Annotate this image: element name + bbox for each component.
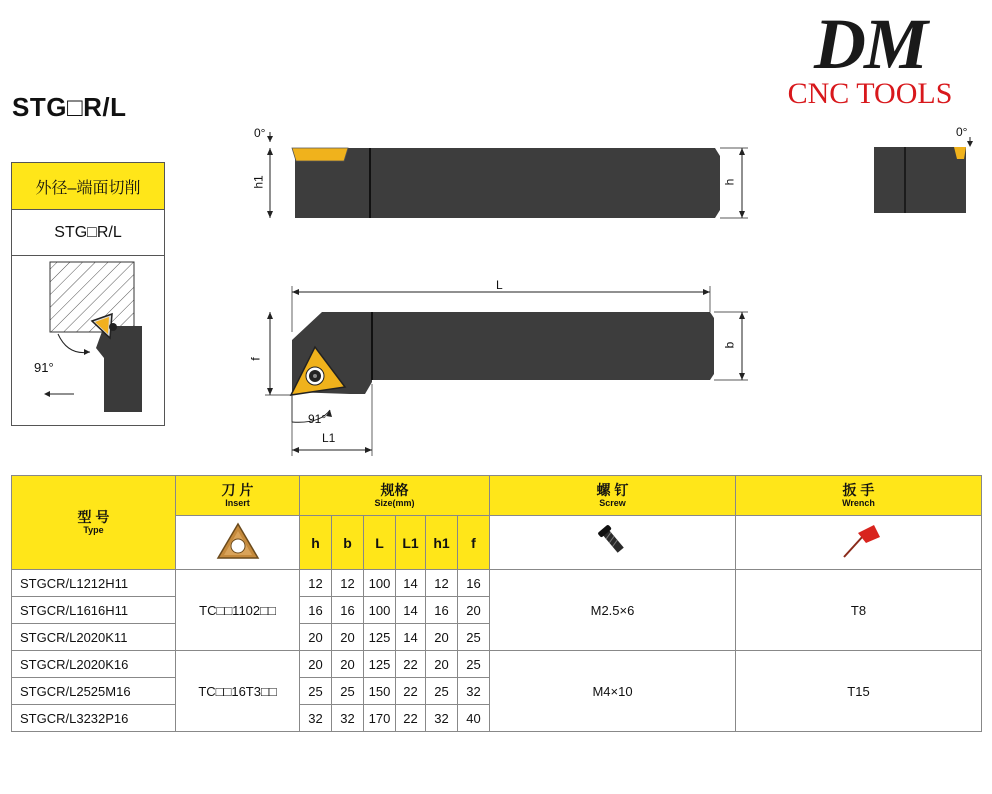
dim-L-label: L	[496, 278, 503, 292]
value-cell: 32	[332, 705, 364, 732]
value-cell: 32	[426, 705, 458, 732]
value-cell: 12	[426, 570, 458, 597]
wrench-image	[736, 516, 982, 570]
type-cell: STGCR/L1616H11	[12, 597, 176, 624]
card-code: STG□R/L	[12, 210, 164, 256]
side-view-drawing	[248, 120, 758, 230]
value-cell: 12	[332, 570, 364, 597]
value-cell: 20	[426, 651, 458, 678]
value-cell: 22	[396, 651, 426, 678]
value-cell: 20	[332, 624, 364, 651]
screw-image	[490, 516, 736, 570]
value-cell: 20	[332, 651, 364, 678]
dim-h1-label: h1	[251, 175, 266, 189]
header-insert: 刀 片 Insert	[176, 476, 300, 516]
plan-view-drawing	[250, 272, 760, 462]
type-cell: STGCR/L2020K16	[12, 651, 176, 678]
value-cell: 16	[426, 597, 458, 624]
insert-cell: TC□□16T3□□	[176, 651, 300, 732]
value-cell: 32	[458, 678, 490, 705]
machining-illustration	[12, 256, 164, 425]
spec-table	[11, 475, 982, 732]
value-cell: 170	[364, 705, 396, 732]
type-cell: STGCR/L2020K11	[12, 624, 176, 651]
insert-image	[176, 516, 300, 570]
value-cell: 100	[364, 597, 396, 624]
value-cell: 150	[364, 678, 396, 705]
brand-logo-sub: CNC TOOLS	[787, 77, 953, 110]
wrench-cell: T8	[736, 570, 982, 651]
wrench-cell: T15	[736, 651, 982, 732]
value-cell: 125	[364, 624, 396, 651]
end-view-drawing	[870, 125, 980, 220]
col-L1: L1	[396, 516, 426, 570]
dim-b-label: b	[722, 341, 737, 349]
value-cell: 20	[458, 597, 490, 624]
dim-angle-label: 91°	[308, 412, 327, 426]
type-cell: STGCR/L2525M16	[12, 678, 176, 705]
table-row	[12, 651, 982, 678]
col-h: h	[300, 516, 332, 570]
dim-h-label: h	[722, 178, 737, 186]
value-cell: 40	[458, 705, 490, 732]
type-cell: STGCR/L3232P16	[12, 705, 176, 732]
value-cell: 20	[300, 651, 332, 678]
value-cell: 16	[458, 570, 490, 597]
value-cell: 14	[396, 570, 426, 597]
header-type: 型 号 Type	[12, 476, 176, 570]
value-cell: 125	[364, 651, 396, 678]
value-cell: 14	[396, 597, 426, 624]
value-cell: 25	[458, 624, 490, 651]
col-f: f	[458, 516, 490, 570]
dim-f-label: f	[248, 357, 263, 361]
value-cell: 20	[300, 624, 332, 651]
value-cell: 16	[332, 597, 364, 624]
table-row	[12, 570, 982, 597]
value-cell: 22	[396, 678, 426, 705]
value-cell: 20	[426, 624, 458, 651]
card-angle-label: 91°	[34, 360, 54, 375]
value-cell: 22	[396, 705, 426, 732]
value-cell: 14	[396, 624, 426, 651]
value-cell: 32	[300, 705, 332, 732]
value-cell: 100	[364, 570, 396, 597]
page-title: STG□R/L	[12, 92, 127, 122]
side-angle-right: 0°	[956, 125, 968, 139]
screw-cell: M2.5×6	[490, 570, 736, 651]
dim-L1-label: L1	[322, 431, 336, 445]
header-screw: 螺 钉 Screw	[490, 476, 736, 516]
insert-cell: TC□□1102□□	[176, 570, 300, 651]
col-L: L	[364, 516, 396, 570]
brand-logo-main: DM	[813, 4, 926, 84]
type-cell: STGCR/L1212H11	[12, 570, 176, 597]
header-wrench: 扳 手 Wrench	[736, 476, 982, 516]
side-angle-left: 0°	[254, 126, 266, 140]
application-card	[11, 162, 165, 426]
value-cell: 25	[300, 678, 332, 705]
card-header: 外径–端面切削	[12, 163, 164, 210]
value-cell: 25	[332, 678, 364, 705]
header-size: 规格 Size(mm)	[300, 476, 490, 516]
col-h1: h1	[426, 516, 458, 570]
value-cell: 16	[300, 597, 332, 624]
value-cell: 12	[300, 570, 332, 597]
value-cell: 25	[458, 651, 490, 678]
value-cell: 25	[426, 678, 458, 705]
col-b: b	[332, 516, 364, 570]
screw-cell: M4×10	[490, 651, 736, 732]
